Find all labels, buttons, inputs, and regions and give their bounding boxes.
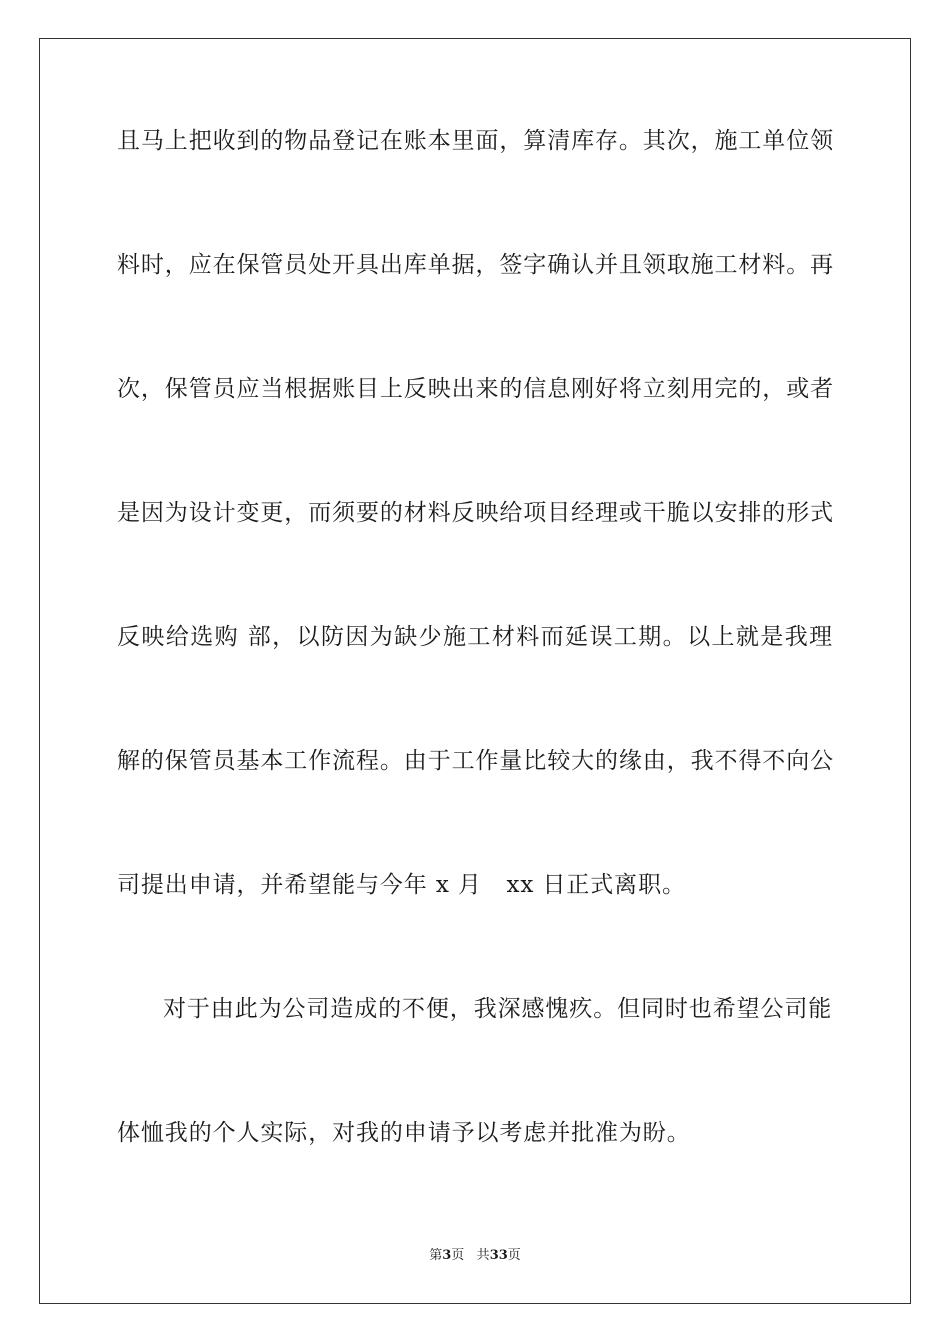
page-prefix: 第	[429, 1248, 443, 1263]
paragraph-line: 对于由此为公司造成的不便，我深感愧疚。但同时也希望公司能	[163, 996, 833, 1022]
paragraph-line: 是因为设计变更，而须要的材料反映给项目经理或干脆以安排的形式	[117, 500, 834, 526]
paragraph-line: 体恤我的个人实际，对我的申请予以考虑并批准为盼。	[117, 1120, 691, 1146]
page-number: 3	[442, 1248, 452, 1263]
paragraph-line: 且马上把收到的物品登记在账本里面，算清库存。其次，施工单位领	[117, 128, 834, 154]
paragraph-line: 解的保管员基本工作流程。由于工作量比较大的缘由，我不得不向公	[117, 748, 834, 774]
page-footer	[0, 1247, 950, 1265]
page-suffix: 页	[451, 1248, 465, 1263]
paragraph-line: 司提出申请，并希望能与今年 x 月 xx 日正式离职。	[117, 872, 686, 898]
paragraph-line: 料时，应在保管员处开具出库单据，签字确认并且领取施工材料。再	[117, 252, 834, 278]
paragraph-line: 次，保管员应当根据账目上反映出来的信息刚好将立刻用完的，或者	[117, 376, 834, 402]
document-body	[117, 125, 833, 1241]
total-suffix: 页	[507, 1248, 521, 1263]
total-pages: 33	[489, 1248, 508, 1263]
total-prefix: 共	[476, 1248, 490, 1263]
paragraph-line: 反映给选购 部，以防因为缺少施工材料而延误工期。以上就是我理	[117, 624, 833, 650]
